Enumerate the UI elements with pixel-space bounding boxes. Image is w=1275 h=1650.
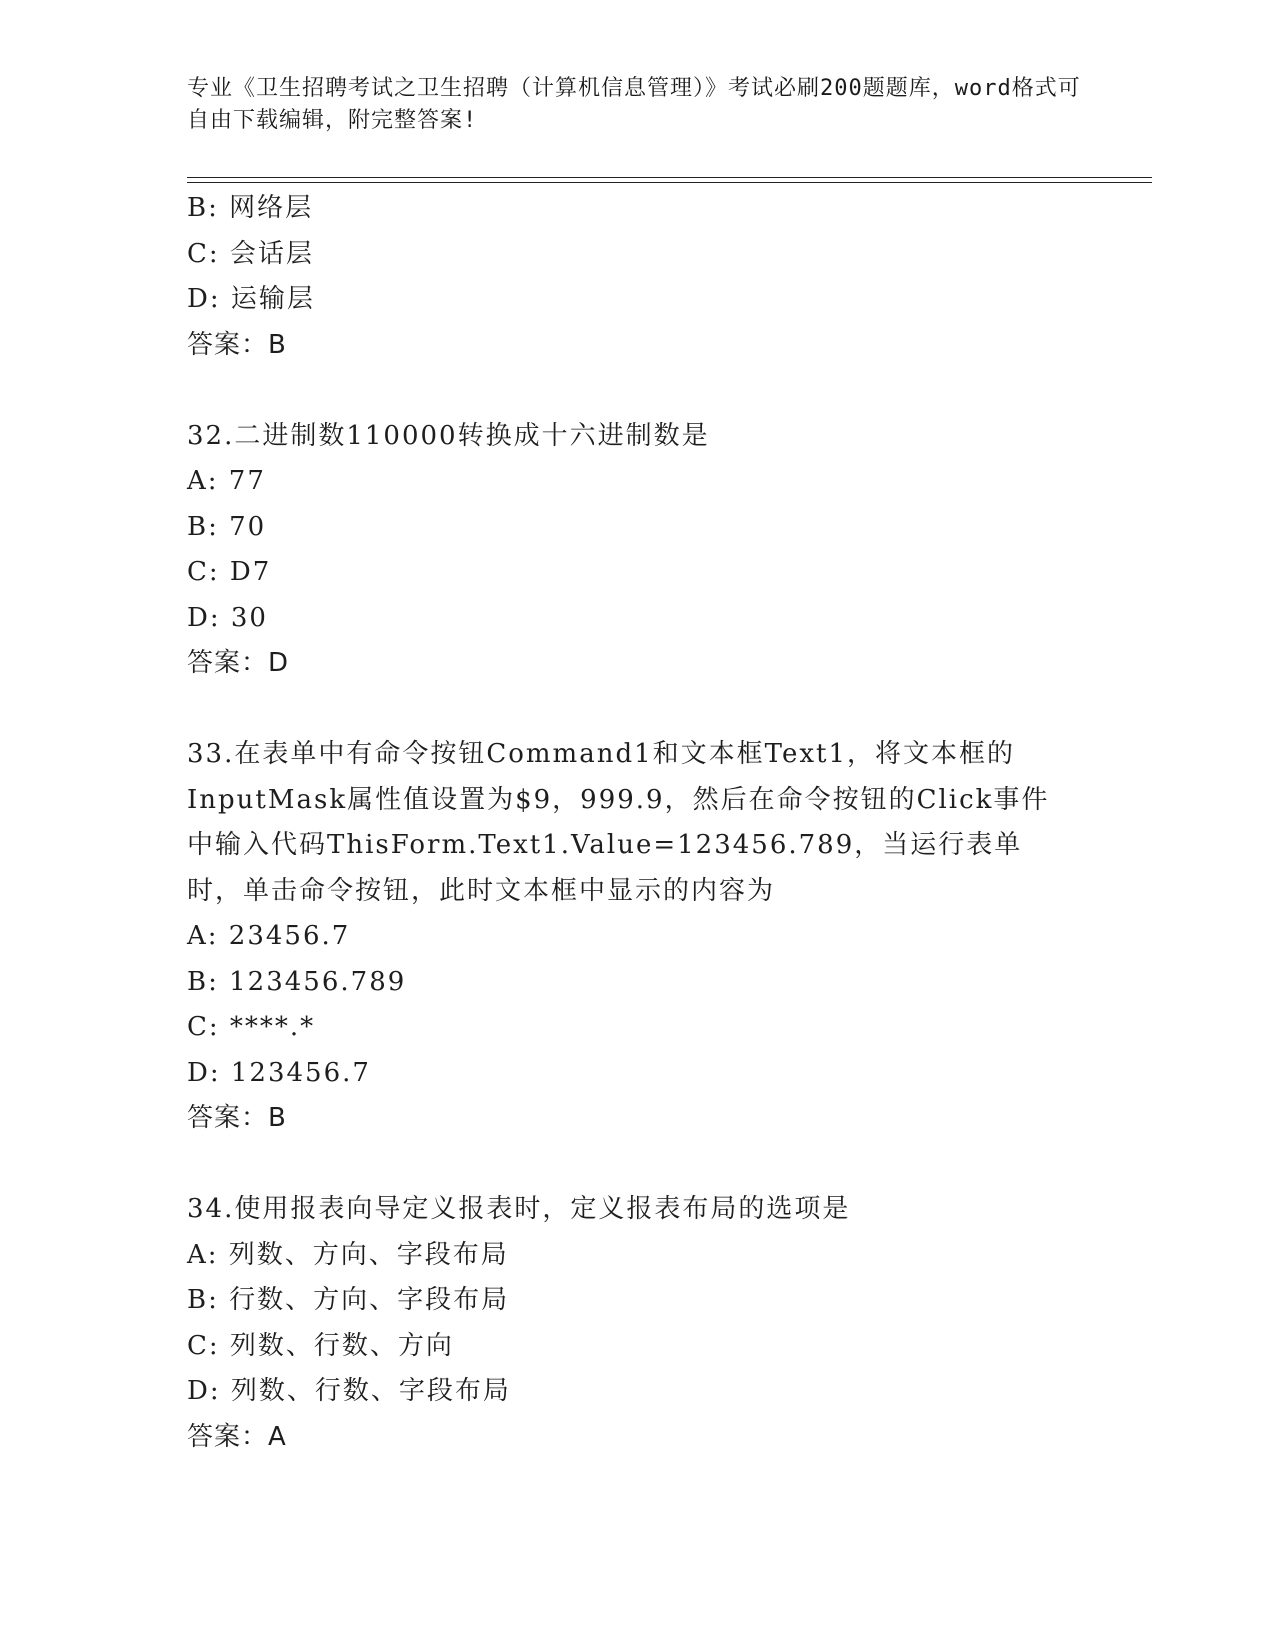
document-header: 专业《卫生招聘考试之卫生招聘（计算机信息管理）》考试必刷200题题库，word格式可自由下载编辑，附完整答案! [187, 76, 1081, 133]
question-item [187, 186, 1087, 368]
option-a: A: 23456.7 [187, 921, 351, 951]
answer-label: 答案：A [187, 1421, 287, 1452]
question-text: 34.使用报表向导定义报表时，定义报表布局的选项是 [187, 1194, 851, 1224]
option-d: D: 123456.7 [187, 1057, 371, 1088]
option-a: A: 77 [187, 466, 266, 496]
option-a: A: 列数、方向、字段布局 [187, 1239, 509, 1270]
option-c: C: 会话层 [187, 238, 314, 269]
option-b: B: 123456.789 [187, 966, 407, 997]
option-d: D: 30 [187, 602, 268, 633]
option-b: B: 网络层 [187, 193, 314, 223]
option-b: B: 行数、方向、字段布局 [187, 1285, 510, 1315]
option-c: C: ****.* [187, 1012, 316, 1042]
question-item [187, 1187, 1087, 1460]
answer-label: 答案：B [187, 1103, 287, 1133]
option-d: D: 列数、行数、字段布局 [187, 1376, 511, 1406]
option-d: D: 运输层 [187, 284, 315, 314]
header-divider-bottom [187, 182, 1152, 183]
question-item [187, 732, 1087, 1142]
question-text: 33.在表单中有命令按钮Command1和文本框Text1，将文本框的InputMask属性值设置为$9，999.9，然后在命令按钮的Click事件中输入代码ThisForm.Text1.Value=123456.789，当运行表单时，单击命令按钮，此时文本框中显示的内容为 [187, 739, 1050, 906]
answer-label: 答案：D [187, 648, 290, 678]
question-item [187, 414, 1087, 687]
header-divider-top [187, 177, 1152, 178]
answer-label: 答案：B [187, 329, 287, 360]
option-c: C: 列数、行数、方向 [187, 1330, 454, 1361]
option-c: C: D7 [187, 557, 272, 587]
question-text: 32.二进制数110000转换成十六进制数是 [187, 420, 710, 451]
option-b: B: 70 [187, 511, 267, 542]
question-list [187, 186, 1087, 1460]
